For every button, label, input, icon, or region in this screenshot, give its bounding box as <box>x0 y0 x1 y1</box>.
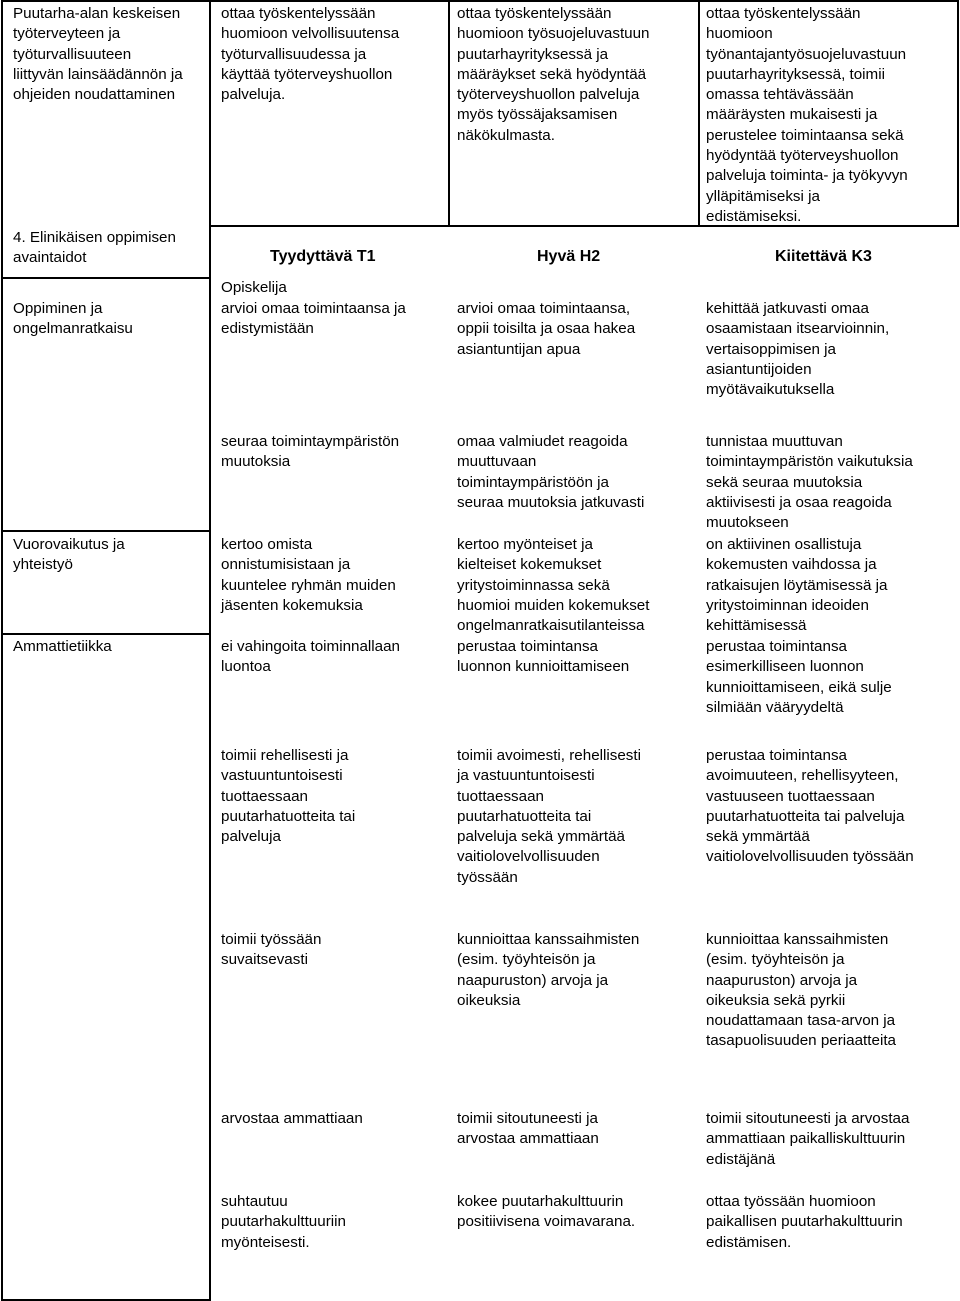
header-t1: Tyydyttävä T1 <box>270 248 376 265</box>
learning-label: Oppiminen ja ongelmanratkaisu <box>13 300 133 338</box>
table-divider-col1 <box>209 0 211 1301</box>
row-divider-learning <box>1 277 210 279</box>
interaction-k3: on aktiivinen osallistuja kokemusten vaihdossa ja ratkaisujen löytämisessä ja yritystoiminnan ideoiden kehittämisessä <box>706 536 888 635</box>
ethics-h2-c: kunnioittaa kanssaihmisten (esim. työyhteisön ja naapuruston) arvoja ja oikeuksia <box>457 931 640 1009</box>
table-divider-col3 <box>698 0 700 226</box>
header-k3: Kiitettävä K3 <box>775 248 872 265</box>
learning-k3-b: tunnistaa muuttuvan toimintaympäristön vaikutuksia sekä seuraa muutoksia aktiivisesti ja osaa reagoida muutokseen <box>706 433 913 532</box>
learning-h2-a: arvioi omaa toimintaansa, oppii toisilta ja osaa hakea asiantuntijan apua <box>457 300 636 358</box>
section4-title: 4. Elinikäisen oppimisen avaintaidot <box>13 229 176 267</box>
ethics-h2-b: toimii avoimesti, rehellisesti ja vastuuntuntoisesti tuottaessaan puutarhatuotteita tai palveluja sekä ymmärtää vaitiolovelvollisuuden työssään <box>457 747 641 886</box>
ethics-t1-d: arvostaa ammattiaan <box>221 1110 363 1127</box>
header-h2: Hyvä H2 <box>537 248 601 265</box>
ethics-k3-d: toimii sitoutuneesti ja arvostaa ammattiaan paikalliskulttuurin edistäjänä <box>706 1110 910 1168</box>
learning-t1-a: arvioi omaa toimintaansa ja edistymistään <box>221 300 406 338</box>
ethics-k3-a: perustaa toimintansa esimerkilliseen luonnon kunnioittamiseen, eikä sulje silmiään vääryydeltä <box>706 638 892 716</box>
ethics-t1-c: toimii työssään suvaitsevasti <box>221 931 322 969</box>
table-border-left <box>1 0 3 1301</box>
ethics-t1-e: suhtautuu puutarhakulttuuriin myönteisesti. <box>221 1193 346 1251</box>
ethics-k3-c: kunnioittaa kanssaihmisten (esim. työyhteisön ja naapuruston) arvoja ja oikeuksia sekä pyrkii noudattamaan tasa-arvon ja tasapuolisuuden periaatteita <box>706 931 896 1050</box>
section3-label: Puutarha-alan keskeisen työterveyteen ja työturvallisuuteen liittyvän lainsäädännön ja ohjeiden noudattaminen <box>13 5 183 104</box>
ethics-k3-e: ottaa työssään huomioon paikallisen puutarhakulttuurin edistämisen. <box>706 1193 903 1251</box>
row-divider-ethics <box>1 633 210 635</box>
section3-k3: ottaa työskentelyssään huomioon työnantajantyösuojeluvastuun puutarhayrityksessä, toimii omassa tehtävässään määräysten mukaisesti ja perustelee toimintaansa sekä hyödyntää työterveyshuollon palveluja toiminta- ja työkyvyn ylläpitämiseksi ja edistämiseksi. <box>706 5 908 225</box>
learning-k3-a: kehittää jatkuvasti omaa osaamistaan itsearvioinnin, vertaisoppimisen ja asiantuntijoiden myötävaikutuksella <box>706 300 890 399</box>
section3-t1: ottaa työskentelyssään huomioon velvollisuutensa työturvallisuudessa ja käyttää työterveyshuollon palveluja. <box>221 5 400 104</box>
section3-h2: ottaa työskentelyssään huomioon työsuojeluvastuun puutarhayrityksessä ja määräykset sekä hyödyntää työterveyshuollon palveluja myös työssäjaksamisen näkökulmasta. <box>457 5 650 144</box>
learning-h2-b: omaa valmiudet reagoida muuttuvaan toimintaympäristöön ja seuraa muutoksia jatkuvasti <box>457 433 645 511</box>
learning-t1-b: seuraa toimintaympäristön muutoksia <box>221 433 400 471</box>
table-divider-col2 <box>448 0 450 226</box>
ethics-t1-a: ei vahingoita toiminnallaan luontoa <box>221 638 400 676</box>
ethics-h2-a: perustaa toimintansa luonnon kunnioittamiseen <box>457 638 630 676</box>
ethics-label: Ammattietiikka <box>13 638 112 655</box>
table-border-right <box>957 0 959 226</box>
ethics-t1-b: toimii rehellisesti ja vastuuntuntoisesti tuottaessaan puutarhatuotteita tai palveluja <box>221 747 356 846</box>
ethics-h2-d: toimii sitoutuneesti ja arvostaa ammattiaan <box>457 1110 599 1148</box>
interaction-t1: kertoo omista onnistumisistaan ja kuuntelee ryhmän muiden jäsenten kokemuksia <box>221 536 396 614</box>
row-divider-interaction <box>1 530 210 532</box>
student-label: Opiskelija <box>221 279 287 296</box>
table-border-bottom <box>1 1299 210 1301</box>
ethics-h2-e: kokee puutarhakulttuurin positiivisena voimavarana. <box>457 1193 636 1231</box>
table-border-top <box>1 0 959 2</box>
ethics-k3-b: perustaa toimintansa avoimuuteen, rehellisyyteen, vastuuseen tuottaessaan puutarhatuotteita tai palveluja sekä ymmärtää vaitiolovelvollisuuden työssään <box>706 747 914 866</box>
interaction-h2: kertoo myönteiset ja kielteiset kokemukset yritystoiminnassa sekä huomioi muiden kokemukset ongelmanratkaisutilanteissa <box>457 536 650 635</box>
interaction-label: Vuorovaikutus ja yhteistyö <box>13 536 125 574</box>
